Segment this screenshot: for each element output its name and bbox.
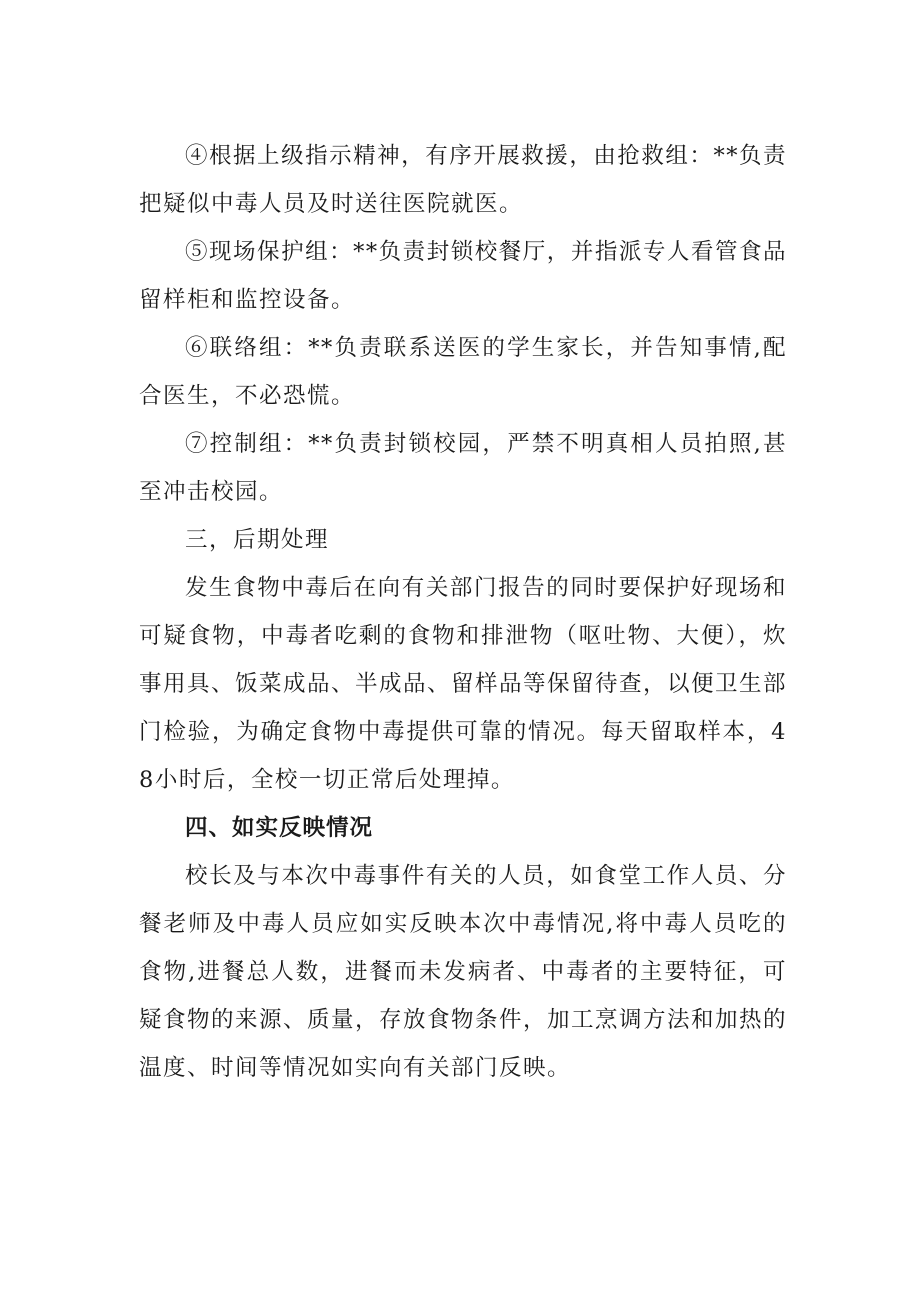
section-heading-aftermath: 三，后期处理	[185, 527, 330, 553]
paragraph-control-group: ⑦控制组：**负责封锁校园，严禁不明真相人员拍照,甚至冲击校园。	[139, 431, 787, 505]
paragraph-rescue-group: ④根据上级指示精神，有序开展救援，由抢救组：**负责把疑似中毒人员及时送往医院就医。	[139, 143, 787, 217]
document-body	[139, 132, 787, 1092]
paragraph-liaison-group: ⑥联络组：**负责联系送医的学生家长，并告知事情,配合医生，不必恐慌。	[139, 335, 787, 409]
paragraph-aftermath: 发生食物中毒后在向有关部门报告的同时要保护好现场和可疑食物，中毒者吃剩的食物和排泄物（呕吐物、大便），炊事用具、饭菜成品、半成品、留样品等保留待查，以便卫生部门检验，为确定食物中毒提供可靠的情况。每天留取样本，48小时后，全校一切正常后处理掉。	[139, 575, 788, 793]
section-heading-report: 四、如实反映情况	[185, 815, 374, 841]
paragraph-report: 校长及与本次中毒事件有关的人员，如食堂工作人员、分餐老师及中毒人员应如实反映本次中毒情况,将中毒人员吃的食物,进餐总人数，进餐而未发病者、中毒者的主要特征，可疑食物的来源、质量，存放食物条件，加工烹调方法和加热的温度、时间等情况如实向有关部门反映。	[139, 863, 788, 1081]
paragraph-site-protection-group: ⑤现场保护组：**负责封锁校餐厅，并指派专人看管食品留样柜和监控设备。	[139, 239, 787, 313]
